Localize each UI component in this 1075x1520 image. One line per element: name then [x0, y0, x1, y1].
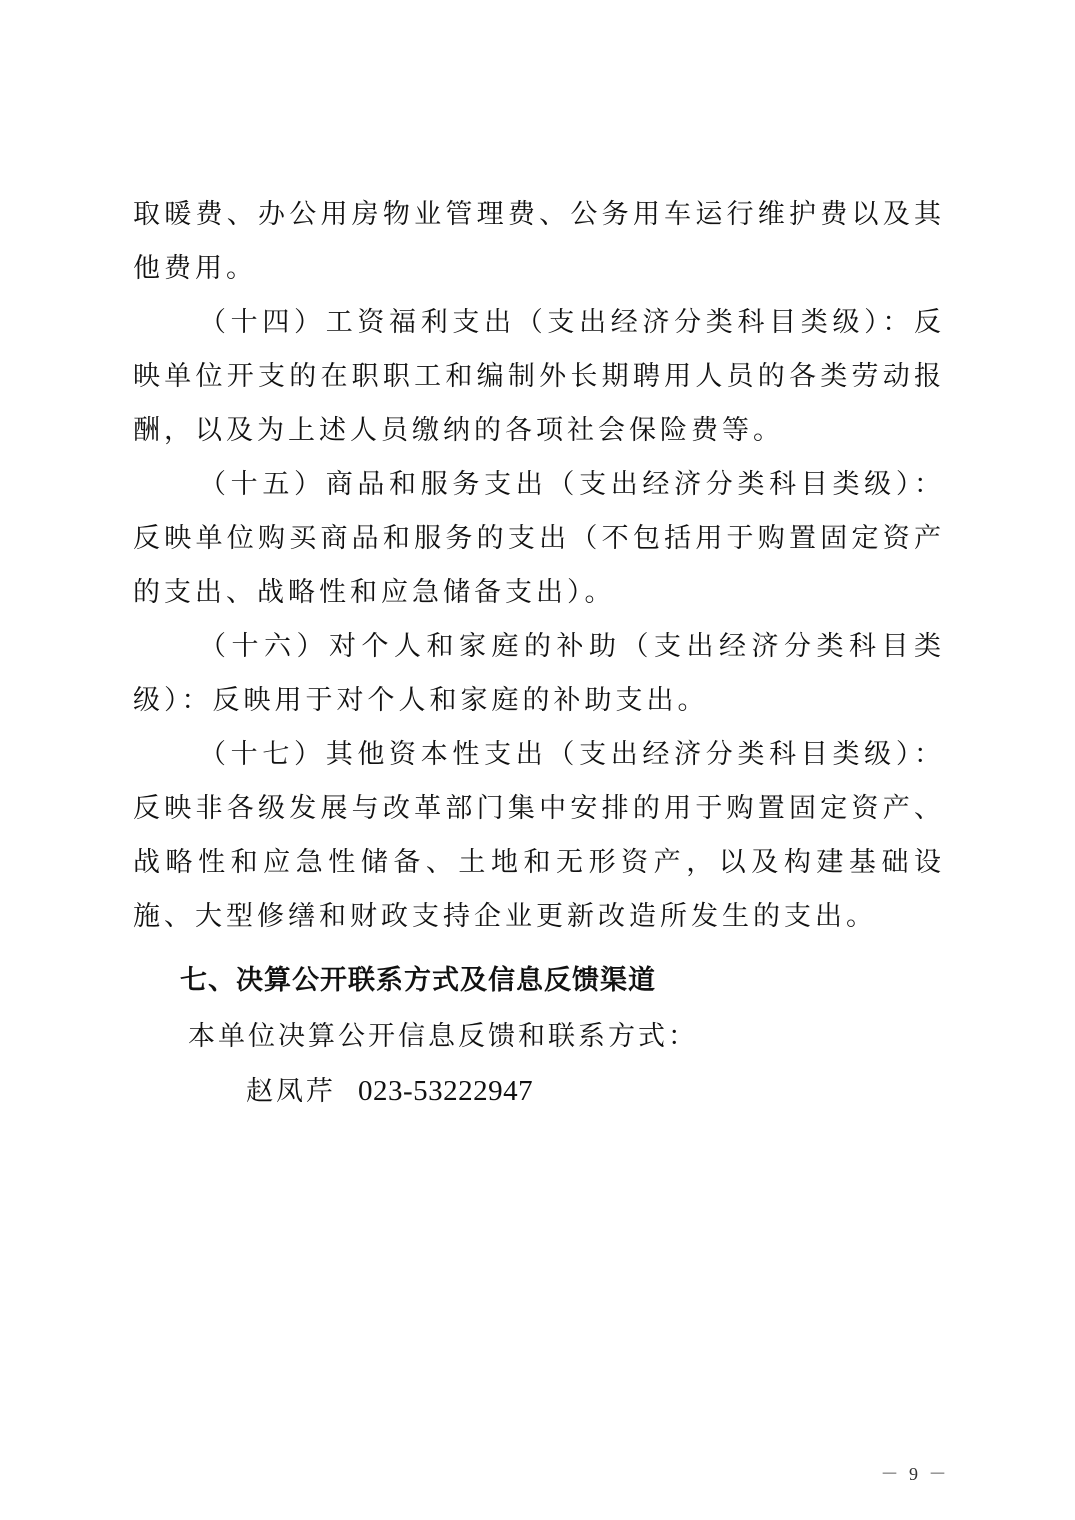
section-7-heading: 七、决算公开联系方式及信息反馈渠道: [180, 965, 656, 996]
paragraph-item-17-other-capital: （十七）其他资本性支出（支出经济分类科目类级）：反映非各级发展与改革部门集中安排的用于购置固定资产、战略性和应急性储备、土地和无形资产，以及构建基础设施、大型修缮和财政支持企业更新改造所发生的支出。: [133, 739, 945, 932]
paragraph-item-16-personal-subsidy: （十六）对个人和家庭的补助（支出经济分类科目类级）：反映用于对个人和家庭的补助支出。: [133, 631, 945, 716]
paragraph-item-15-goods-services: （十五）商品和服务支出（支出经济分类科目类级）：反映单位购买商品和服务的支出（不包括用于购置固定资产的支出、战略性和应急储备支出）。: [133, 469, 945, 608]
paragraph-item-14-salary-welfare: （十四）工资福利支出（支出经济分类科目类级）：反映单位开支的在职职工和编制外长期聘用人员的各类劳动报酬，以及为上述人员缴纳的各项社会保险费等。: [133, 307, 945, 446]
contact-intro-text: 本单位决算公开信息反馈和联系方式：: [188, 1021, 698, 1052]
page-number: － 9 －: [880, 1464, 950, 1484]
contact-phone: 023-53222947: [358, 1075, 534, 1107]
paragraph-continued-expenses: 取暖费、办公用房物业管理费、公务用车运行维护费以及其他费用。: [133, 199, 945, 284]
contact-name: 赵凤芹: [246, 1076, 336, 1107]
contact-line: [246, 1064, 533, 1119]
